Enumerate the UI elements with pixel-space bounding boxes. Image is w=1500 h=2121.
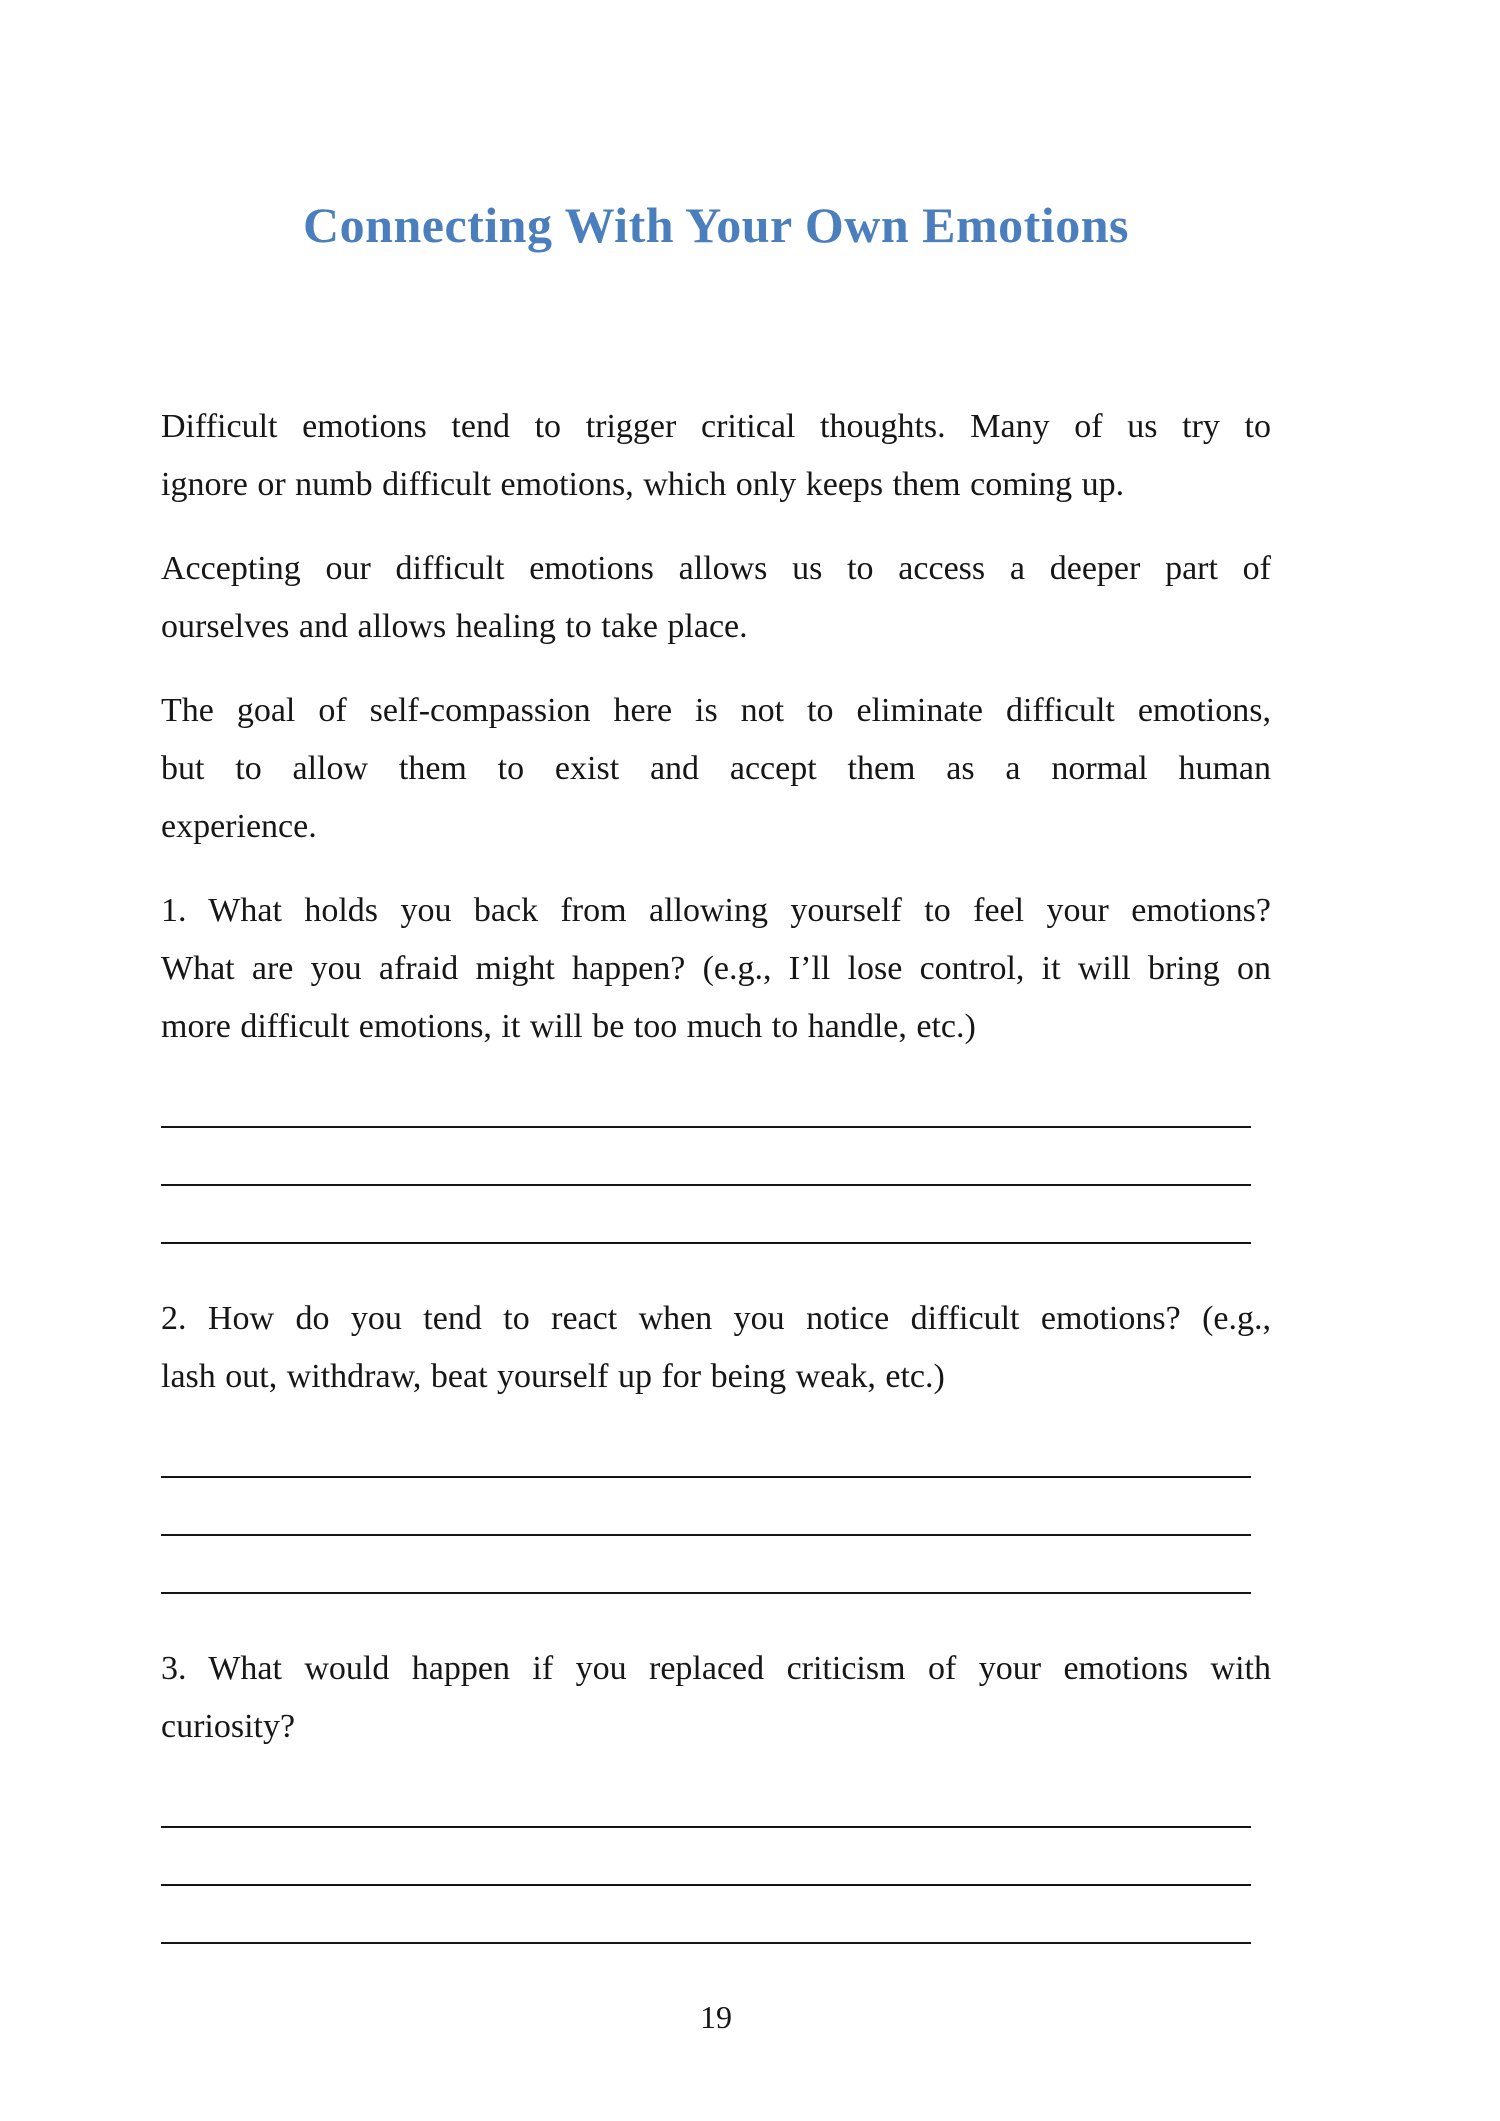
answer-write-in-line: [161, 1186, 1251, 1244]
answer-write-in-line: [161, 1886, 1251, 1944]
question-line: 2. How do you tend to react when you notice difficult emotions? (e.g.,: [161, 1300, 1271, 1337]
paragraph-line: experience.: [161, 808, 317, 845]
question-2-text: [161, 1290, 1271, 1406]
question-1-text: [161, 882, 1271, 1056]
question-line: lash out, withdraw, beat yourself up for being weak, etc.): [161, 1358, 945, 1395]
answer-write-in-line: [161, 1128, 1251, 1186]
page-number: 19: [700, 1999, 732, 2035]
question-3-answer-area: [161, 1770, 1271, 1944]
question-1-answer-area: [161, 1070, 1271, 1244]
question-line: What are you afraid might happen? (e.g., I’ll lose control, it will bring on: [161, 950, 1271, 987]
paragraph-line: ourselves and allows healing to take place.: [161, 608, 748, 645]
paragraph-line: ignore or numb difficult emotions, which only keeps them coming up.: [161, 466, 1125, 503]
paragraph-line: Difficult emotions tend to trigger critical thoughts. Many of us try to: [161, 408, 1271, 445]
answer-write-in-line: [161, 1420, 1251, 1478]
intro-paragraph-2: [161, 540, 1271, 656]
question-line: 3. What would happen if you replaced criticism of your emotions with: [161, 1650, 1271, 1687]
answer-write-in-line: [161, 1770, 1251, 1828]
answer-write-in-line: [161, 1478, 1251, 1536]
paragraph-line: but to allow them to exist and accept them as a normal human: [161, 750, 1271, 787]
question-line: curiosity?: [161, 1708, 296, 1745]
paragraph-line: The goal of self-compassion here is not to eliminate difficult emotions,: [161, 692, 1271, 729]
question-line: 1. What holds you back from allowing yourself to feel your emotions?: [161, 892, 1271, 929]
answer-write-in-line: [161, 1828, 1251, 1886]
intro-paragraph-1: [161, 398, 1271, 514]
answer-write-in-line: [161, 1536, 1251, 1594]
answer-write-in-line: [161, 1070, 1251, 1128]
intro-paragraph-3: [161, 682, 1271, 856]
paragraph-line: Accepting our difficult emotions allows us to access a deeper part of: [161, 550, 1271, 587]
question-line: more difficult emotions, it will be too much to handle, etc.): [161, 1008, 976, 1045]
question-3-text: [161, 1640, 1271, 1756]
question-2-answer-area: [161, 1420, 1271, 1594]
page-title: Connecting With Your Own Emotions: [303, 197, 1129, 253]
